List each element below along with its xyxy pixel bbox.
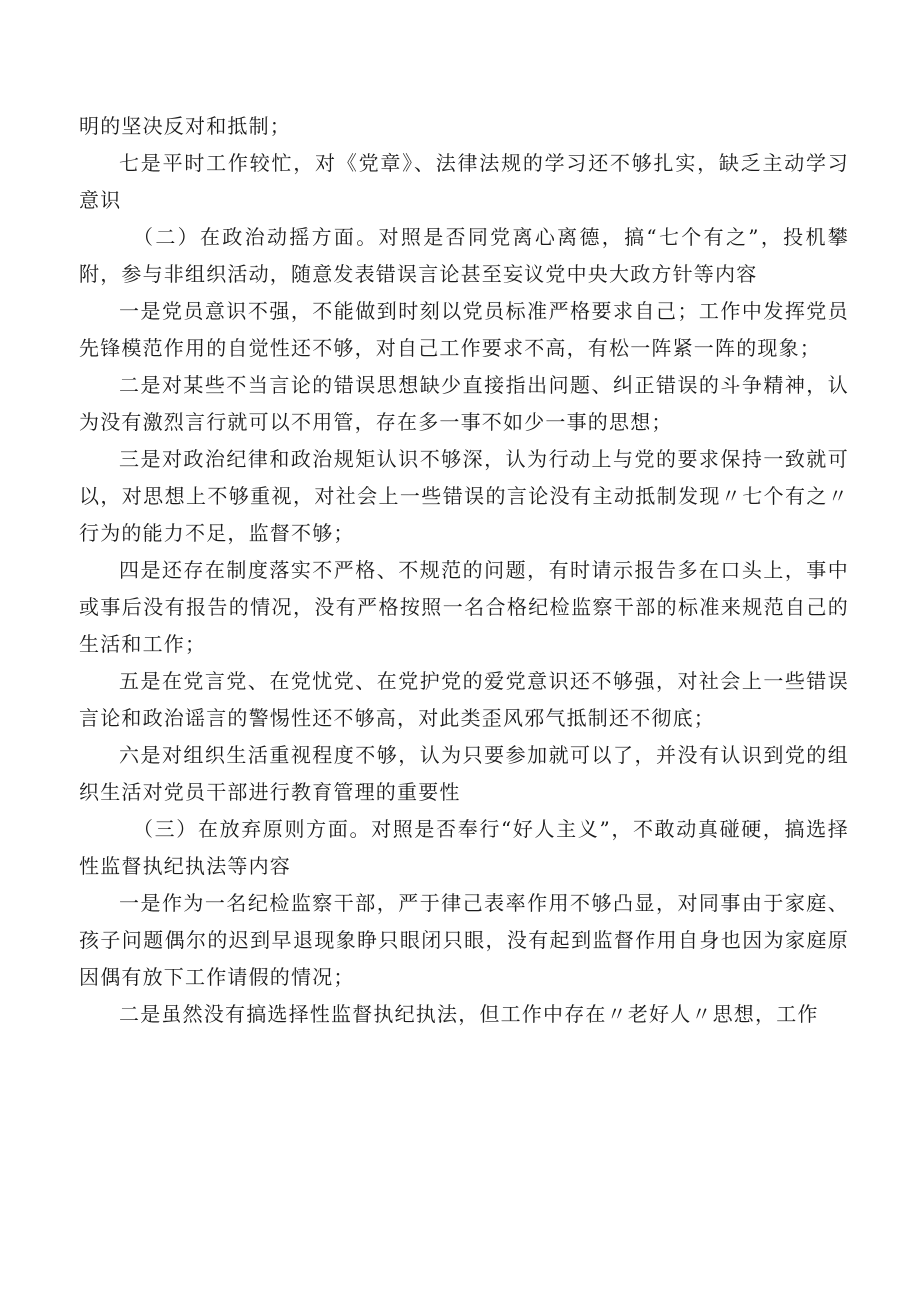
paragraph-item-two-b: 二是虽然没有搞选择性监督执纪执法，但工作中存在〃老好人〃思想，工作 — [119, 1002, 819, 1026]
section-heading-abandon-principles: （三）在放弃原则方面。对照是否奉行“好人主义”，不敢动真碰硬，搞选择性监督执纪执法等内容 — [79, 817, 849, 878]
paragraph-item-seven: 七是平时工作较忙，对《党章》、法律法规的学习还不够扎实，缺乏主动学习意识 — [79, 151, 849, 212]
paragraph-item-six: 六是对组织生活重视程度不够，认为只要参加就可以了，并没有认识到党的组织生活对党员干部进行教育管理的重要性 — [79, 743, 849, 804]
paragraph-item-two: 二是对某些不当言论的错误思想缺少直接指出问题、纠正错误的斗争精神，认为没有激烈言行就可以不用管，存在多一事不如少一事的思想； — [79, 373, 849, 434]
paragraph-continuation: 明的坚决反对和抵制； — [79, 114, 291, 138]
paragraph-item-four: 四是还存在制度落实不严格、不规范的问题，有时请示报告多在口头上，事中或事后没有报告的情况，没有严格按照一名合格纪检监察干部的标准来规范自己的生活和工作； — [79, 558, 849, 656]
paragraph-item-one: 一是党员意识不强，不能做到时刻以党员标准严格要求自己；工作中发挥党员先锋模范作用的自觉性还不够，对自己工作要求不高，有松一阵紧一阵的现象； — [79, 299, 849, 360]
paragraph-item-three: 三是对政治纪律和政治规矩认识不够深，认为行动上与党的要求保持一致就可以，对思想上不够重视，对社会上一些错误的言论没有主动抵制发现〃七个有之〃行为的能力不足，监督不够； — [79, 447, 849, 545]
section-heading-political-wavering: （二）在政治动摇方面。对照是否同党离心离德，搞“七个有之”，投机攀附，参与非组织活动，随意发表错误言论甚至妄议党中央大政方针等内容 — [79, 225, 849, 286]
paragraph-item-five: 五是在党言党、在党忧党、在党护党的爱党意识还不够强，对社会上一些错误言论和政治谣言的警惕性还不够高，对此类歪风邪气抵制还不彻底； — [79, 669, 849, 730]
document-body — [79, 108, 849, 1033]
paragraph-item-one-b: 一是作为一名纪检监察干部，严于律己表率作用不够凸显，对同事由于家庭、孩子问题偶尔的迟到早退现象睁只眼闭只眼，没有起到监督作用自身也因为家庭原因偶有放下工作请假的情况； — [79, 891, 849, 989]
